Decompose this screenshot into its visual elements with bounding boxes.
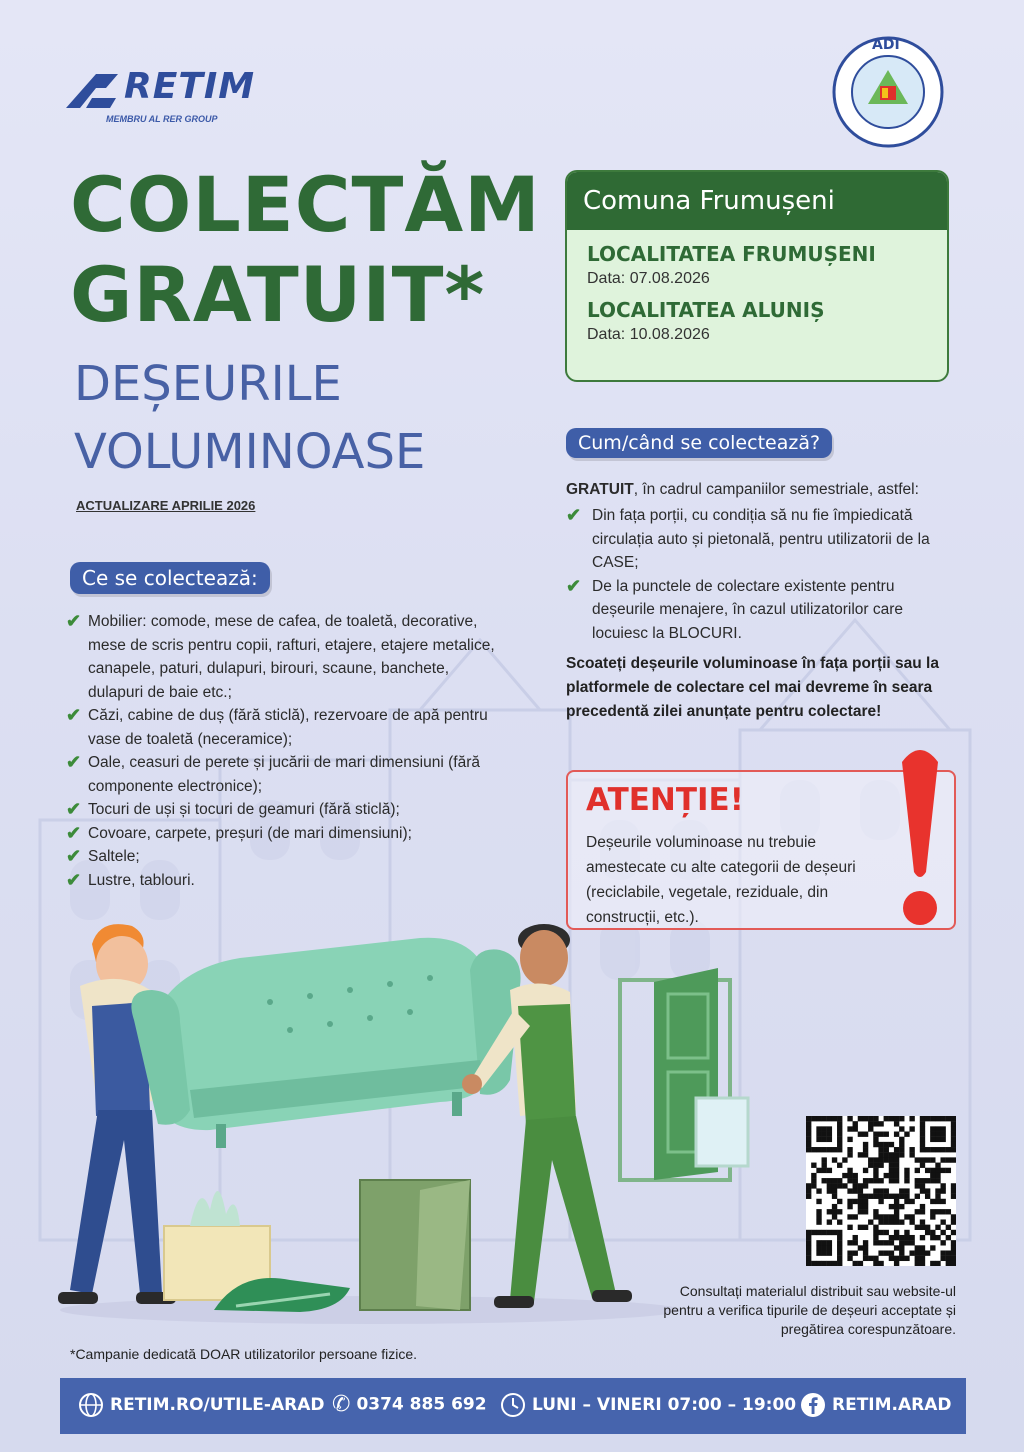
location-name-1: LOCALITATEA FRUMUȘENI — [587, 242, 876, 266]
attention-title: ATENȚIE! — [586, 782, 744, 818]
footnote: *Campanie dedicată DOAR utilizatorilor persoane fizice. — [70, 1346, 418, 1362]
exclamation-icon — [890, 744, 950, 930]
wooden-cabinet — [360, 1180, 470, 1310]
sofa — [131, 938, 520, 1148]
how-intro-rest: , în cadrul campaniilor semestriale, astfel: — [633, 481, 919, 498]
footer-phone[interactable]: ✆ 0374 885 692 — [332, 1392, 487, 1417]
door-illustration — [614, 968, 764, 1188]
facebook-icon — [800, 1392, 826, 1418]
list-item: ✔ Tocuri de uși și tocuri de geamuri (fără sticlă); — [66, 798, 506, 822]
location-name-2: LOCALITATEA ALUNIȘ — [587, 298, 825, 322]
schedule-header: Comuna Frumușeni — [567, 172, 947, 230]
list-item: ✔ Covoare, carpete, preșuri (de mari dimensiuni); — [66, 822, 506, 846]
qr-note: Consultați materialul distribuit sau website-ul pentru a verifica tipurile de deșeuri acceptate și pregătirea corespunzătoare. — [663, 1283, 956, 1337]
how-note: Scoateți deșeurile voluminoase în fața porții sau la platformele de colectare cel mai devreme în seara precedentă zilei anunțate pentru colectare! — [566, 655, 939, 720]
how-intro — [566, 478, 956, 502]
check-icon: ✔ — [566, 505, 582, 525]
list-item: ✔ Din fața porții, cu condiția să nu fie împiedicată circulația auto și pietonală, pentru utilizatorii de la CASE; — [566, 505, 930, 571]
title-line-1: COLECTĂM — [70, 160, 541, 249]
title-line-4: VOLUMINOASE — [74, 424, 426, 480]
location-date-1: Data: 07.08.2026 — [587, 270, 710, 287]
retim-logo — [66, 68, 286, 128]
adi-badge — [832, 36, 944, 148]
list-item: ✔ Mobilier: comode, mese de cafea, de toaletă, decorative, mese de scris pentru copii, rafturi, etajere, etajere metalice, canapele, paturi, dulapuri, birouri, scaune, banchete, dulapuri de baie etc.; — [66, 611, 495, 701]
list-item: ✔ Lustre, tablouri. — [66, 869, 506, 893]
globe-icon — [78, 1392, 104, 1418]
what-list — [66, 610, 506, 892]
location-date-2: Data: 10.08.2026 — [587, 326, 710, 343]
check-icon: ✔ — [66, 846, 82, 866]
qr-code[interactable] — [806, 1116, 956, 1266]
check-icon: ✔ — [66, 869, 82, 890]
footer-facebook[interactable]: RETIM.ARAD — [800, 1392, 952, 1418]
title-line-2: GRATUIT* — [70, 250, 486, 339]
how-heading: Cum/când se colectează? — [566, 428, 832, 458]
check-icon: ✔ — [66, 705, 82, 725]
footer-website[interactable]: RETIM.RO/UTILE-ARAD — [78, 1392, 325, 1418]
list-item: ✔ Saltele; — [66, 845, 506, 869]
schedule-box — [565, 170, 949, 382]
retim-logo-tagline: MEMBRU AL RER GROUP — [106, 114, 218, 124]
clock-icon — [500, 1392, 526, 1418]
retim-logo-mark — [66, 74, 122, 110]
check-icon: ✔ — [66, 752, 82, 772]
list-item: ✔ De la punctele de colectare existente pentru deșeurile menajere, în cazul utilizatorilor care locuiesc la BLOCURI. — [566, 575, 904, 642]
phone-icon: ✆ — [332, 1392, 351, 1417]
list-item: ✔ Oale, ceasuri de perete și jucării de mari dimensiuni (fără componente electronice); — [66, 752, 480, 795]
what-heading: Ce se colectează: — [70, 562, 270, 594]
retim-logo-text: RETIM — [124, 66, 256, 107]
check-icon: ✔ — [66, 611, 82, 631]
check-icon: ✔ — [66, 822, 82, 843]
how-list — [566, 504, 956, 645]
check-icon: ✔ — [566, 575, 582, 596]
list-item: ✔ Căzi, cabine de duș (fără sticlă), rezervoare de apă pentru vase de toaletă (neceramice); — [66, 705, 488, 748]
how-intro-bold: GRATUIT — [566, 481, 634, 498]
footer-hours: LUNI – VINERI 07:00 – 19:00 — [500, 1392, 796, 1418]
title-line-3: DEȘEURILE — [74, 356, 342, 412]
check-icon: ✔ — [66, 799, 82, 819]
adi-acronym: ADI — [872, 37, 900, 53]
footer-bar — [60, 1378, 966, 1434]
update-date: ACTUALIZARE APRILIE 2026 — [76, 498, 256, 513]
attention-text: Deșeurile voluminoase nu trebuie amestecate cu alte categorii de deșeuri (reciclabile, vegetale, reziduale, din construcții, etc.). — [586, 834, 856, 926]
